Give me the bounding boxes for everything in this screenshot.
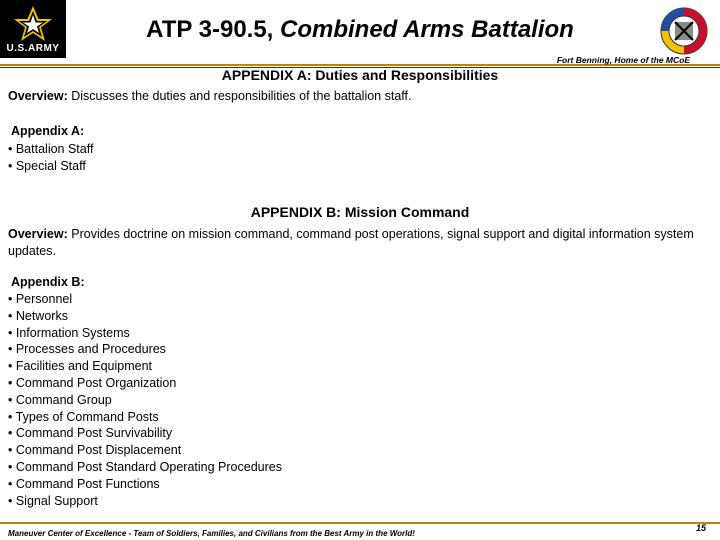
list-item: • Processes and Procedures — [8, 342, 166, 357]
mcoe-patch-icon — [651, 6, 717, 56]
appendix-a-list-label: Appendix A: — [11, 124, 85, 138]
list-item: • Command Post Functions — [8, 476, 160, 491]
overview-text: Provides doctrine on mission command, command post operations, signal support and digital information system updates. — [8, 227, 694, 258]
footer-text: Maneuver Center of Excellence - Team of Soldiers, Families, and Civilians from the Best Army in the World! — [8, 529, 415, 538]
list-item: • Types of Command Posts — [8, 409, 159, 424]
appendix-a-overview — [8, 88, 698, 105]
page-number: 15 — [695, 523, 706, 533]
list-item: • Battalion Staff — [8, 142, 94, 156]
list-item: • Personnel — [8, 292, 73, 306]
appendix-b-list — [8, 291, 282, 509]
title-italic: Combined Arms Battalion — [280, 16, 574, 43]
list-item: • Command Post Organization — [8, 375, 177, 390]
list-item: • Information Systems — [8, 325, 130, 340]
list-item: • Command Group — [8, 392, 112, 407]
list-item: • Signal Support — [8, 493, 98, 508]
appendix-b-heading: APPENDIX B: Mission Command — [250, 204, 470, 220]
overview-label: Overview: — [8, 89, 68, 103]
title-main: ATP 3-90.5, — [146, 16, 281, 43]
page-title — [0, 16, 720, 44]
appendix-b-list-label: Appendix B: — [11, 275, 85, 289]
appendix-a-heading: APPENDIX A: Duties and Responsibilities — [221, 67, 499, 83]
overview-label: Overview: — [8, 227, 68, 241]
list-item: • Networks — [8, 308, 68, 323]
army-logo-text: U.S.ARMY — [6, 43, 60, 54]
footer-divider — [0, 522, 720, 524]
list-item: • Facilities and Equipment — [8, 359, 153, 374]
tagline: Fort Benning, Home of the MCoE — [556, 55, 690, 65]
list-item: • Command Post Survivability — [8, 426, 173, 441]
list-item: • Special Staff — [8, 158, 86, 173]
list-item: • Command Post Standard Operating Procedures — [8, 459, 282, 474]
appendix-b-overview — [8, 226, 698, 260]
appendix-a-list — [8, 141, 93, 175]
overview-text: Discusses the duties and responsibilities of the battalion staff. — [67, 89, 412, 103]
list-item: • Command Post Displacement — [8, 443, 182, 458]
